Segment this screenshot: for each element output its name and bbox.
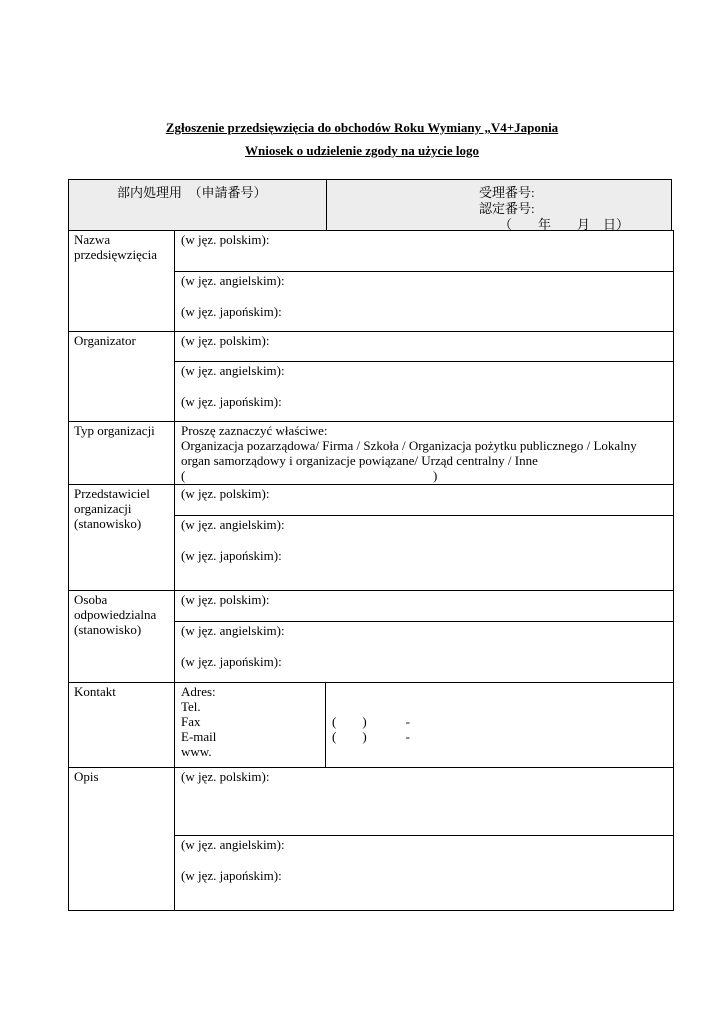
organizer-polish-field[interactable]: [175, 332, 674, 362]
approval-number-label: 認定番号:: [479, 201, 535, 216]
japanese-label: (w jęz. japońskim):: [181, 304, 282, 319]
project-name-polish-field[interactable]: [175, 231, 674, 272]
other-close-paren: ): [433, 468, 438, 483]
tel-label: Tel.: [181, 699, 201, 714]
fax-format[interactable]: ( ) -: [332, 729, 410, 744]
fax-label: Fax: [181, 714, 201, 729]
email-label: E-mail: [181, 729, 217, 744]
contact-person-polish-field[interactable]: [175, 591, 674, 622]
polish-label: (w jęz. polskim):: [181, 769, 270, 784]
org-type-options[interactable]: Organizacja pozarządowa/ Firma / Szkoła / Organizacja pożytku publicznego / Lokalny organ samorządowy i organizacje powiązane/ Urząd centralny / Inne: [181, 438, 637, 468]
english-label: (w jęz. angielskim):: [181, 363, 285, 378]
japanese-label: (w jęz. japońskim):: [181, 654, 282, 669]
representative-label: Przedstawiciel organizacji (stanowisko): [69, 485, 175, 591]
office-use-box: [68, 179, 672, 231]
org-type-field[interactable]: [175, 422, 674, 485]
tel-format[interactable]: ( ) -: [332, 714, 410, 729]
organizer-en-jp-field[interactable]: [175, 362, 674, 422]
form-title: Zgłoszenie przedsięwzięcia do obchodów Roku Wymiany „V4+Japonia: [165, 120, 559, 135]
contact-labels-cell[interactable]: [175, 683, 326, 768]
other-open-paren: (: [181, 468, 186, 483]
organizer-label: Organizator: [69, 332, 175, 422]
japanese-label: (w jęz. japońskim):: [181, 548, 282, 563]
internal-use-label: 部内処理用 （申請番号）: [117, 185, 267, 200]
polish-label: (w jęz. polskim):: [181, 592, 270, 607]
description-en-jp-field[interactable]: [175, 836, 674, 911]
project-name-label: Nazwa przedsięwzięcia: [69, 231, 175, 332]
description-polish-field[interactable]: [175, 768, 674, 836]
contact-person-label: Osoba odpowiedzialna (stanowisko): [69, 591, 175, 683]
representative-polish-field[interactable]: [175, 485, 674, 516]
description-label: Opis: [69, 768, 175, 911]
polish-label: (w jęz. polskim):: [181, 486, 270, 501]
www-label: www.: [181, 744, 212, 759]
contact-person-en-jp-field[interactable]: [175, 622, 674, 683]
org-type-other[interactable]: [181, 468, 667, 483]
org-type-label: Typ organizacji: [69, 422, 175, 485]
org-type-instruction: Proszę zaznaczyć właściwe:: [181, 423, 328, 438]
project-name-en-jp-field[interactable]: [175, 272, 674, 332]
japanese-label: (w jęz. japońskim):: [181, 394, 282, 409]
application-form-table: [68, 230, 674, 911]
representative-en-jp-field[interactable]: [175, 516, 674, 591]
english-label: (w jęz. angielskim):: [181, 623, 285, 638]
receipt-number-label: 受理番号:: [479, 185, 535, 200]
english-label: (w jęz. angielskim):: [181, 837, 285, 852]
contact-label: Kontakt: [69, 683, 175, 768]
english-label: (w jęz. angielskim):: [181, 273, 285, 288]
japanese-label: (w jęz. japońskim):: [181, 868, 282, 883]
polish-label: (w jęz. polskim):: [181, 232, 270, 247]
english-label: (w jęz. angielskim):: [181, 517, 285, 532]
contact-values-cell[interactable]: [326, 683, 674, 768]
form-subtitle: Wniosek o udzielenie zgody na użycie logo: [245, 143, 479, 158]
polish-label: (w jęz. polskim):: [181, 333, 270, 348]
address-label: Adres:: [181, 684, 216, 699]
office-use-left: [69, 180, 327, 230]
date-label: （ 年 月 日）: [499, 217, 630, 232]
